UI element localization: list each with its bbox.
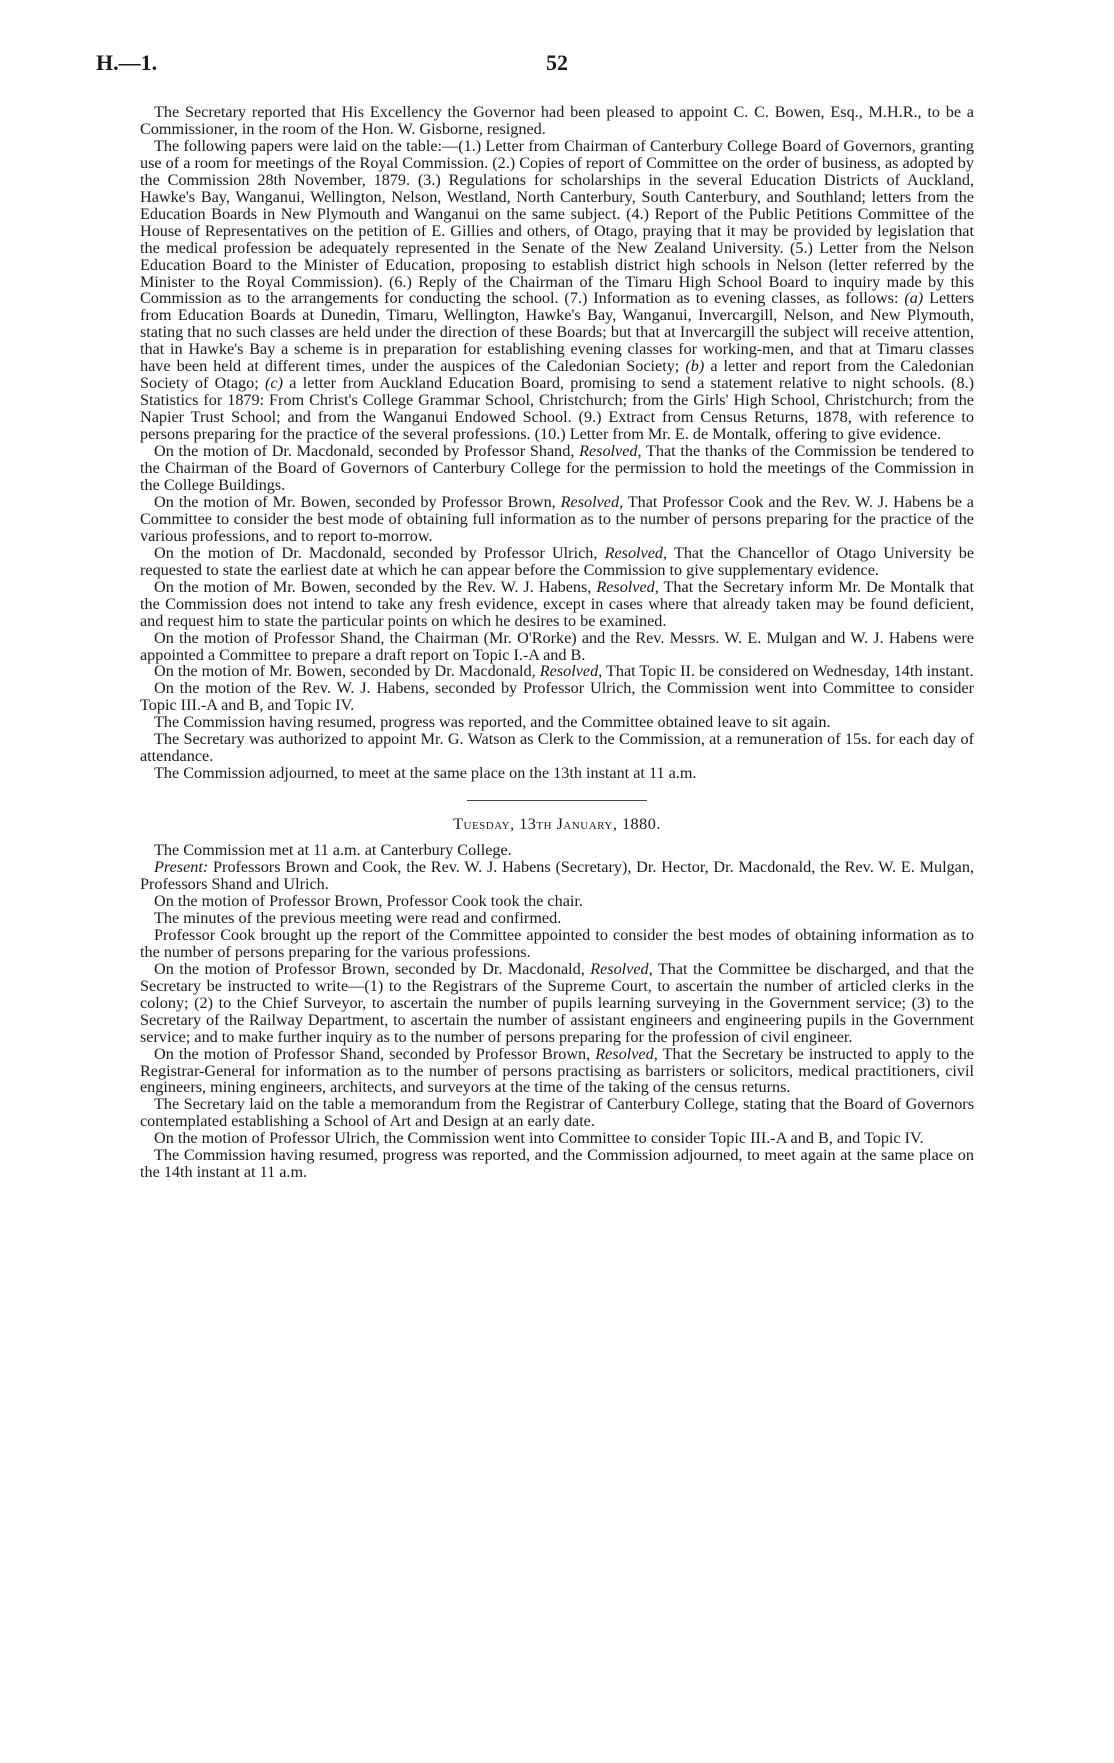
document-body (140, 104, 974, 1181)
paragraph: The Secretary reported that His Excellency the Governor had been pleased to appoint C. C. Bowen, Esq., M.H.R., to be a Commissioner, in the room of the Hon. W. Gisborne, resigned. (140, 103, 974, 138)
paragraph: The following papers were laid on the table:—(1.) Letter from Chairman of Canterbury College Board of Governors, granting use of a room for meetings of the Royal Commission. (2.) Copies of report of Committee on the order of business, as adopted by the Commission 28th November, 1879. (3.) Regulations for scholarships in the several Education Districts of Auckland, Hawke's Bay, Wanganui, Wellington, Nelson, Westland, North Canterbury, South Canterbury, and Southland; letters from the Education Boards in New Plymouth and Wanganui on the same subject. (4.) Report of the Public Petitions Committee of the House of Representatives on the petition of E. Gillies and others, of Otago, praying that it may be provided by legislation that the medical profession be adequately represented in the Senate of the New Zealand University. (5.) Letter from the Nelson Education Board to the Minister of Education, proposing to establish district high schools in Nelson (letter referred by the Minister to the Royal Commission). (6.) Reply of the Chairman of the Timaru High School Board to inquiry made by this Commission as to the arrangements for conducting the school. (7.) Information as to evening classes, as follows: (a) Letters from Education Boards at Dunedin, Timaru, Wellington, Hawke's Bay, Wanganui, Invercargill, Nelson, and New Plymouth, stating that no such classes are held under the direction of these Boards; but that at Invercargill the subject will receive attention, that in Hawke's Bay a scheme is in preparation for establishing evening classes for working-men, and that at Timaru classes have been held at different times, under the auspices of the Caledonian Society; (b) a letter and report from the Caledonian Society of Otago; (c) a letter from Auckland Education Board, promising to send a statement relative to night schools. (8.) Statistics for 1879: From Christ's College Grammar School, Christchurch; from the Girls' High School, Christchurch; from the Napier Trust School; and from the Wanganui Endowed School. (9.) Extract from Census Returns, 1878, with reference to persons preparing for the practice of the several professions. (10.) Letter from Mr. E. de Montalk, offering to give evidence. (140, 136, 975, 444)
paragraph: Present: Professors Brown and Cook, the Rev. W. J. Habens (Secretary), Dr. Hector, Dr. Macdonald, the Rev. W. E. Mulgan, Professors Shand and Ulrich. (140, 858, 974, 894)
paragraph: On the motion of Professor Shand, seconded by Professor Brown, Resolved, That the Secretary be instructed to apply to the Registrar-General for information as to the number of persons practising as barristers or solicitors, medical practitioners, civil engineers, mining engineers, architects, and surveyors at the time of the taking of the census returns. (140, 1044, 974, 1097)
paragraph: The Commission adjourned, to meet at the same place on the 13th instant at 11 a.m. (154, 764, 697, 783)
document-reference: H.—1. (96, 50, 158, 75)
paragraph: On the motion of Mr. Bowen, seconded by the Rev. W. J. Habens, Resolved, That the Secretary inform Mr. De Montalk that the Commission does not intend to take any fresh evidence, except in cases where that already taken may be found deficient, and request him to state the particular points on which he desires to be examined. (140, 577, 974, 630)
paragraph: On the motion of Professor Ulrich, the Commission went into Committee to consider Topic III.-A and B, and Topic IV. (154, 1129, 924, 1148)
paragraph: Professor Cook brought up the report of the Committee appointed to consider the best modes of obtaining information as to the number of persons preparing for the various professions. (140, 925, 974, 961)
paragraph: The Commission met at 11 a.m. at Canterbury College. (154, 841, 512, 860)
paragraph: On the motion of Professor Shand, the Chairman (Mr. O'Rorke) and the Rev. Messrs. W. E. Mulgan and W. J. Habens were appointed a Committee to prepare a draft report on Topic I.-A and B. (140, 628, 974, 664)
page-number: 52 (546, 50, 568, 75)
paragraph: On the motion of Dr. Macdonald, seconded by Professor Ulrich, Resolved, That the Chancellor of Otago University be requested to state the earliest date at which he can appear before the Commission to give supplementary evidence. (140, 543, 975, 579)
section-divider (467, 800, 647, 801)
paragraph: The Commission having resumed, progress was reported, and the Commission adjourned, to meet again at the same place on the 14th instant at 11 a.m. (140, 1146, 974, 1182)
paragraph: On the motion of Professor Brown, seconded by Dr. Macdonald, Resolved, That the Committee be discharged, and that the Secretary be instructed to write—(1) to the Registrars of the Supreme Court, to ascertain the number of articled clerks in the colony; (2) to the Chief Surveyor, to ascertain the number of pupils learning surveying in the Government service; (3) to the Secretary of the Railway Department, to ascertain the number of assistant engineers and engineering pupils in the Government service; and to make further inquiry as to the number of persons preparing for the profession of civil engineer. (140, 959, 974, 1046)
date-heading: Tuesday, 13th January, 1880. (453, 815, 661, 834)
paragraph: The Commission having resumed, progress was reported, and the Committee obtained leave to sit again. (154, 713, 831, 732)
paragraph: On the motion of Mr. Bowen, seconded by Dr. Macdonald, Resolved, That Topic II. be considered on Wednesday, 14th instant. (154, 662, 974, 681)
paragraph: On the motion of the Rev. W. J. Habens, seconded by Professor Ulrich, the Commission went into Committee to consider Topic III.-A and B, and Topic IV. (140, 679, 974, 715)
page-header (96, 50, 1018, 84)
paragraph: On the motion of Dr. Macdonald, seconded by Professor Shand, Resolved, That the thanks of the Commission be tendered to the Chairman of the Board of Governors of Canterbury College for the permission to hold the meetings of the Commission in the College Buildings. (140, 442, 975, 494)
paragraph: The minutes of the previous meeting were read and confirmed. (154, 908, 562, 927)
paragraph: On the motion of Professor Brown, Professor Cook took the chair. (154, 891, 583, 910)
paragraph: On the motion of Mr. Bowen, seconded by Professor Brown, Resolved, That Professor Cook and the Rev. W. J. Habens be a Committee to consider the best mode of obtaining full information as to the number of persons preparing for the practice of the various professions, and to report to-morrow. (140, 492, 974, 545)
paragraph: The Secretary laid on the table a memorandum from the Registrar of Canterbury College, stating that the Board of Governors contemplated establishing a School of Art and Design at an early date. (140, 1095, 974, 1131)
paragraph: The Secretary was authorized to appoint Mr. G. Watson as Clerk to the Commission, at a remuneration of 15s. for each day of attendance. (140, 730, 974, 766)
